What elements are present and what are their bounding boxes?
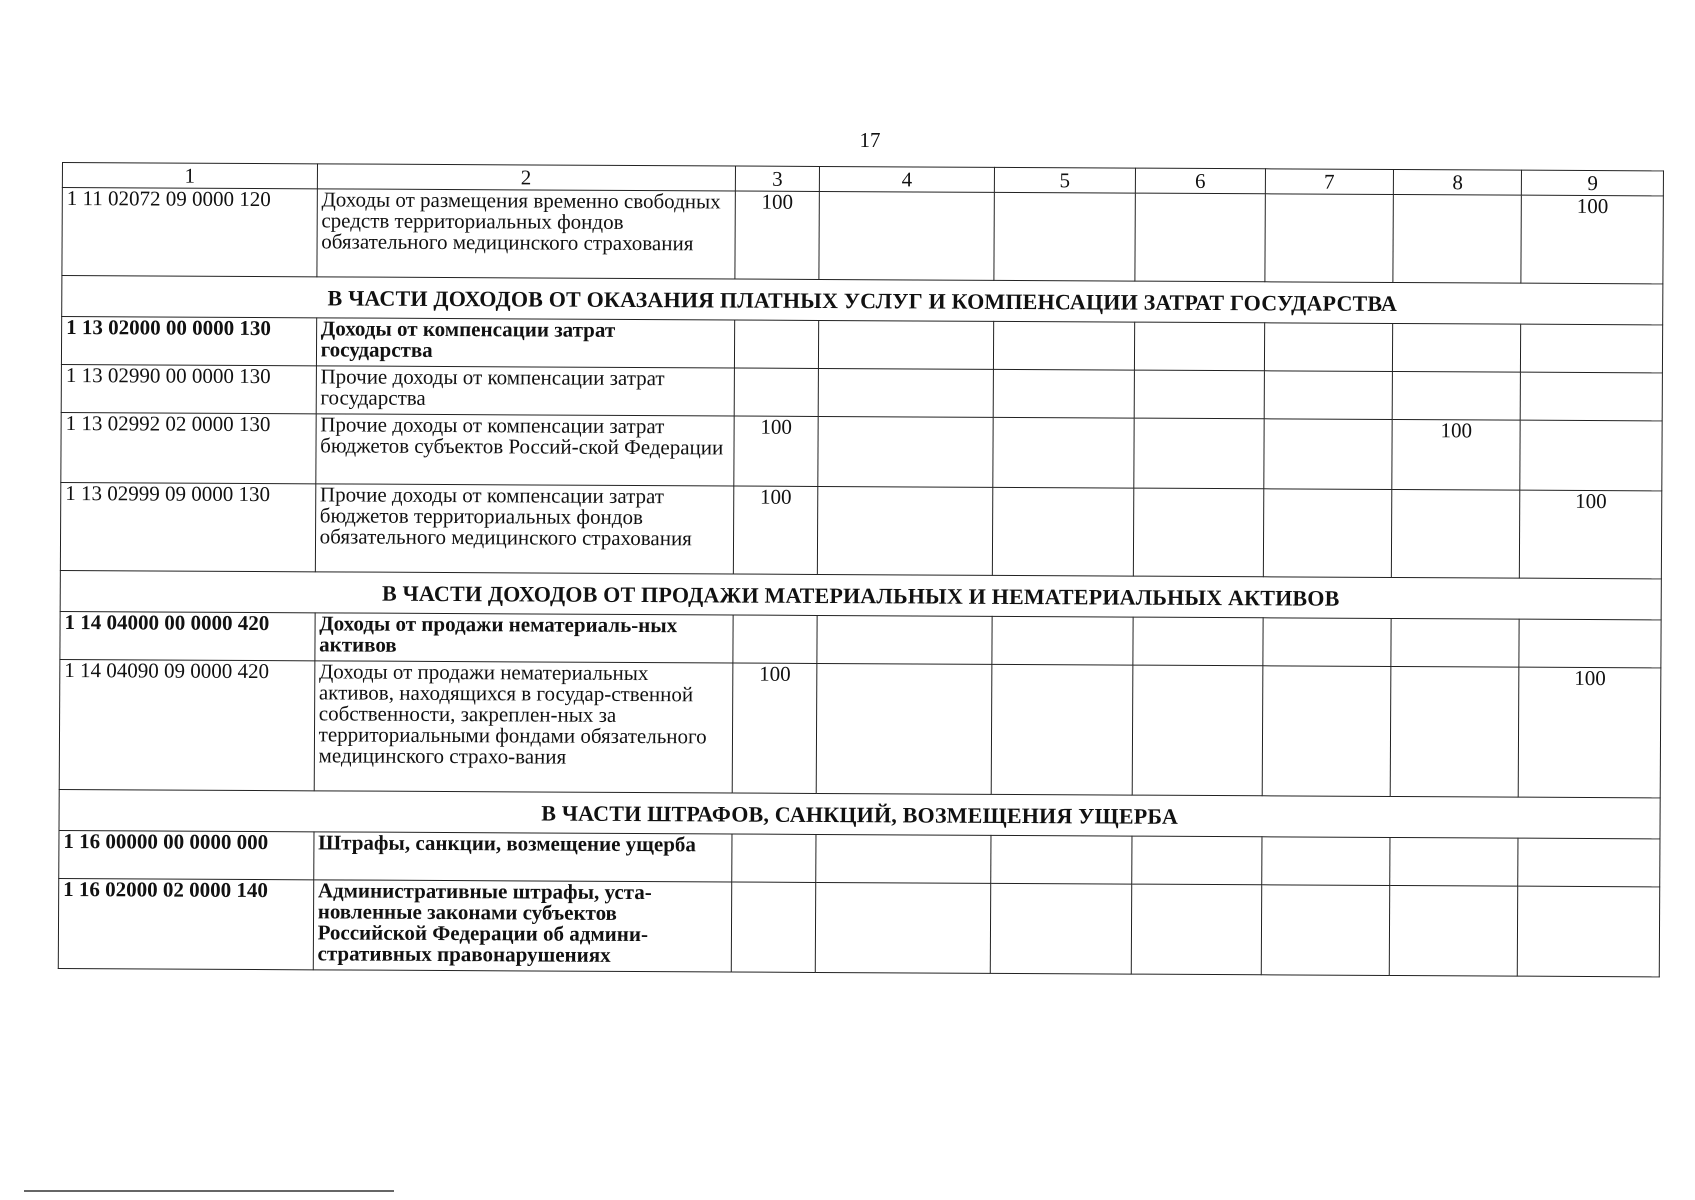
footer-rule [24, 1190, 394, 1192]
value-cell [818, 486, 993, 575]
value-cell [819, 191, 994, 280]
value-cell [1519, 619, 1661, 668]
row-name: Прочие доходы от компенсации затрат государства [316, 366, 734, 416]
value-cell: 100 [732, 663, 818, 793]
row-code: 1 13 02992 02 0000 130 [61, 412, 316, 483]
value-cell [1521, 372, 1663, 421]
value-cell [734, 320, 819, 368]
value-cell [991, 664, 1133, 795]
value-cell: 100 [1521, 195, 1663, 284]
row-name: Административные штрафы, уста-новленные законами субъектов Российской Федерации об админи-стративных правонарушениях [313, 880, 731, 972]
value-cell: 100 [734, 191, 819, 279]
value-cell [816, 834, 990, 883]
value-cell [819, 320, 993, 369]
row-name: Прочие доходы от компенсации затрат бюджетов территориальных фондов обязательного медицинского страхования [315, 484, 733, 574]
row-code: 1 13 02000 00 0000 130 [61, 317, 316, 366]
value-cell [1132, 665, 1262, 796]
value-cell: 100 [1520, 490, 1662, 579]
row-name: Доходы от продажи нематериальных активов, находящихся в государ-ственной собственности, закреплен-ных за территориальными фондами обязательного медицинского страхо-вания [314, 661, 733, 793]
row-code: 1 13 02990 00 0000 130 [61, 364, 316, 413]
value-cell [731, 882, 816, 972]
value-cell [1518, 838, 1660, 887]
table-row [60, 482, 1661, 578]
value-cell [991, 616, 1133, 665]
row-name: Доходы от размещения временно свободных средств территориальных фондов обязательного медицинского страхования [317, 189, 735, 279]
table-row [61, 317, 1662, 373]
row-code: 1 13 02999 09 0000 130 [60, 482, 315, 571]
value-cell: 100 [733, 416, 818, 486]
row-code: 1 16 02000 02 0000 140 [58, 878, 313, 969]
table-row [61, 412, 1662, 490]
value-cell [1520, 420, 1662, 491]
revenue-classification-table [58, 162, 1664, 977]
value-cell [1264, 371, 1393, 420]
header-cell: 9 [1522, 170, 1664, 196]
header-cell: 5 [994, 167, 1136, 193]
value-cell [819, 368, 993, 417]
table-row [60, 611, 1661, 667]
header-cell: 3 [735, 166, 820, 191]
header-cell: 1 [62, 163, 317, 189]
value-cell [1262, 666, 1391, 797]
row-name: Штрафы, санкции, возмещение ущерба [313, 832, 731, 882]
value-cell [1264, 194, 1393, 283]
table-row [59, 830, 1660, 886]
value-cell [1134, 370, 1264, 419]
value-cell: 100 [733, 486, 818, 574]
value-cell [1263, 489, 1392, 578]
section-title: В ЧАСТИ ДОХОДОВ ОТ ОКАЗАНИЯ ПЛАТНЫХ УСЛУГ И КОМПЕНСАЦИИ ЗАТРАТ ГОСУДАРСТВА [62, 276, 1663, 325]
row-code: 1 16 00000 00 0000 000 [59, 830, 314, 879]
value-cell [1132, 836, 1262, 885]
value-cell [1518, 886, 1660, 977]
value-cell [1521, 324, 1663, 373]
value-cell [1133, 617, 1263, 666]
value-cell [992, 487, 1134, 576]
value-cell [990, 835, 1132, 884]
row-code: 1 11 02072 09 0000 120 [62, 188, 317, 277]
value-cell [993, 321, 1135, 370]
value-cell [1391, 489, 1520, 578]
table-row [58, 878, 1659, 976]
value-cell [1390, 666, 1519, 797]
value-cell [994, 192, 1136, 281]
value-cell [990, 883, 1132, 974]
table-row [61, 364, 1662, 420]
value-cell [1262, 618, 1391, 667]
table-body [58, 188, 1663, 977]
value-cell [1391, 618, 1520, 667]
value-cell: 100 [1519, 667, 1661, 798]
value-cell [992, 417, 1134, 488]
value-cell [1264, 323, 1393, 372]
page-number: 17 [859, 128, 881, 152]
value-cell: 100 [1392, 419, 1521, 490]
row-code: 1 14 04000 00 0000 420 [60, 611, 315, 660]
section-title: В ЧАСТИ ШТРАФОВ, САНКЦИЙ, ВОЗМЕЩЕНИЯ УЩЕРБА [59, 789, 1660, 838]
header-cell: 8 [1393, 169, 1522, 195]
value-cell [1390, 837, 1519, 886]
header-cell: 6 [1135, 168, 1265, 194]
value-cell [1392, 371, 1521, 420]
header-cell: 4 [820, 166, 994, 192]
value-cell [1393, 194, 1522, 283]
value-cell [1261, 885, 1390, 976]
value-cell [1134, 418, 1264, 489]
value-cell [817, 615, 991, 664]
row-name: Доходы от продажи нематериаль-ных активов [315, 613, 733, 663]
value-cell [1263, 419, 1392, 490]
value-cell [1135, 193, 1265, 282]
value-cell [1389, 885, 1518, 976]
table-row [62, 188, 1663, 284]
value-cell [993, 369, 1135, 418]
value-cell [817, 663, 992, 794]
section-title: В ЧАСТИ ДОХОДОВ ОТ ПРОДАЖИ МАТЕРИАЛЬНЫХ И НЕМАТЕРИАЛЬНЫХ АКТИВОВ [60, 570, 1661, 619]
header-cell: 7 [1265, 169, 1394, 195]
value-cell [732, 615, 817, 663]
value-cell [818, 416, 992, 487]
value-cell [1131, 884, 1261, 975]
value-cell [731, 834, 816, 882]
value-cell [1135, 322, 1265, 371]
header-cell: 2 [317, 164, 735, 191]
value-cell [816, 882, 991, 973]
value-cell [1261, 837, 1390, 886]
row-name: Доходы от компенсации затрат государства [316, 318, 734, 368]
row-code: 1 14 04090 09 0000 420 [59, 659, 314, 790]
value-cell [1392, 323, 1521, 372]
table-row [59, 659, 1661, 797]
value-cell [734, 368, 819, 416]
value-cell [1133, 488, 1263, 577]
row-name: Прочие доходы от компенсации затрат бюджетов субъектов Россий-ской Федерации [315, 414, 733, 486]
